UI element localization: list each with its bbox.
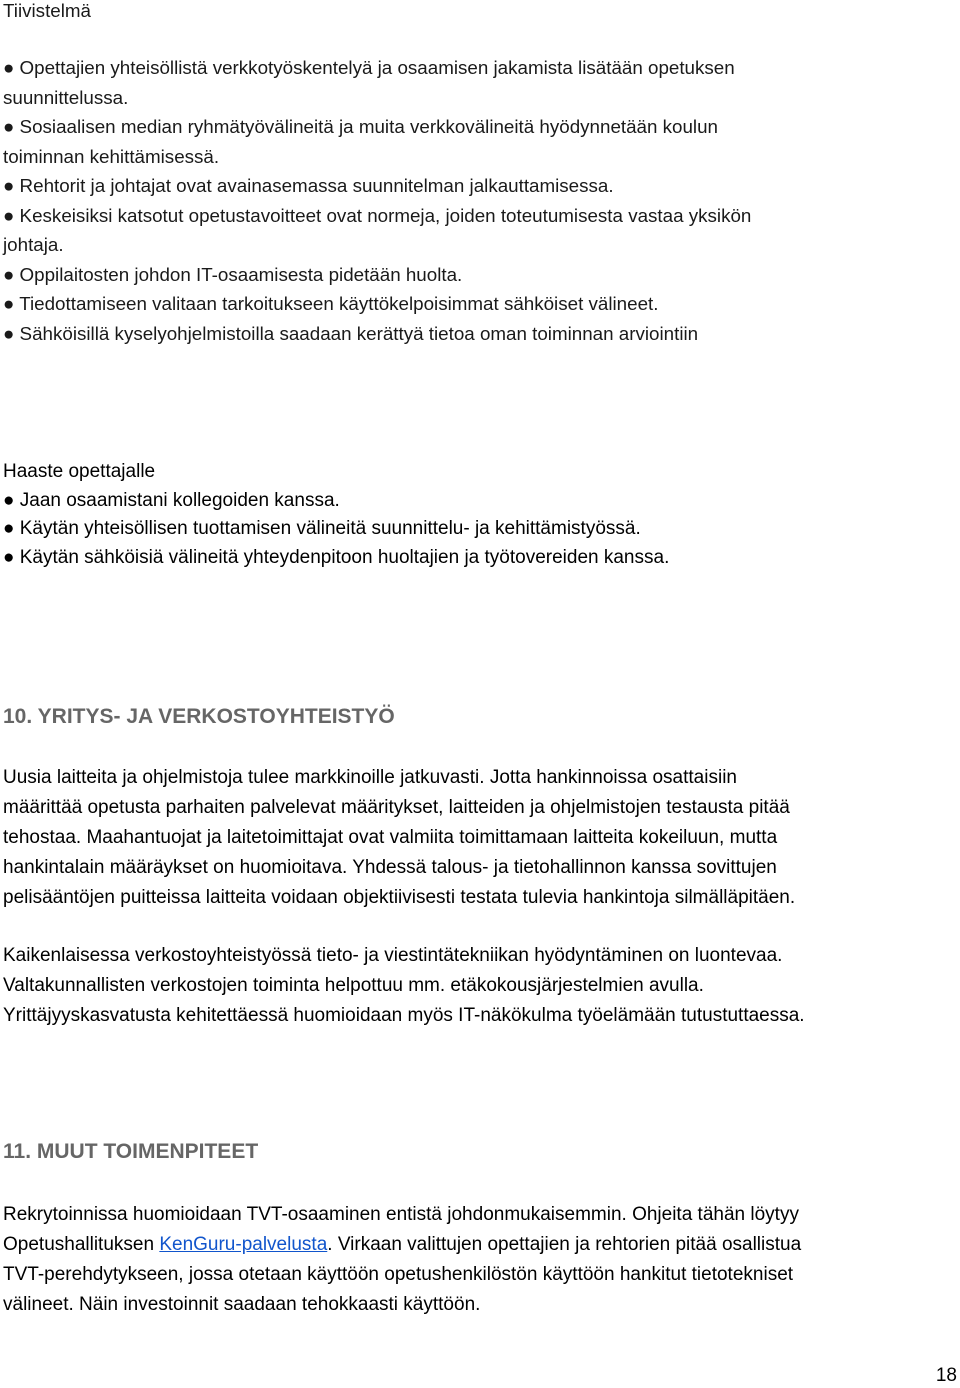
summary-list <box>3 53 751 348</box>
summary-title: Tiivistelmä <box>3 0 92 21</box>
paragraph-line: Yrittäjyyskasvatusta kehitettäessä huomioidaan myös IT-näkökulma työelämään tutustuttaessa. <box>3 1005 805 1026</box>
summary-line: johtaja. <box>3 234 64 255</box>
summary-line: ● Keskeisiksi katsotut opetustavoitteet ovat normeja, joiden toteutumisesta vastaa yksikön <box>3 204 752 226</box>
paragraph-text: Opetushallituksen <box>3 1234 160 1255</box>
challenge-item: ● Käytän yhteisöllisen tuottamisen välineitä suunnittelu- ja kehittämistyössä. <box>3 518 641 539</box>
challenge-item: ● Jaan osaamistani kollegoiden kanssa. <box>3 489 340 511</box>
kenguru-link[interactable]: KenGuru-palvelusta <box>159 1234 328 1255</box>
paragraph-line: Kaikenlaisessa verkostoyhteistyössä tieto- ja viestintätekniikan hyödyntäminen on luontevaa. <box>3 945 783 966</box>
summary-line: ● Sähköisillä kyselyohjelmistoilla saadaan kerättyä tietoa oman toiminnan arviointiin <box>3 322 699 344</box>
section-10-heading: 10. YRITYS- JA VERKOSTOYHTEISTYÖ <box>3 705 395 728</box>
challenge-list <box>3 458 669 572</box>
paragraph-line: Uusia laitteita ja ohjelmistoja tulee markkinoille jatkuvasti. Jotta hankinnoissa osattaisiin <box>3 767 737 788</box>
page-number: 18 <box>935 1365 957 1386</box>
paragraph-line: TVT-perehdytykseen, jossa otetaan käyttöön opetushenkilöstön käyttöön hankitut tietotekniset <box>3 1264 794 1285</box>
summary-line: ● Opettajien yhteisöllistä verkkotyöskentelyä ja osaamisen jakamista lisätään opetuksen <box>3 57 735 78</box>
section-11-heading: 11. MUUT TOIMENPITEET <box>3 1140 259 1163</box>
paragraph-line <box>3 1230 801 1260</box>
section-11-paragraph <box>3 1200 801 1320</box>
paragraph-text: . Virkaan valittujen opettajien ja rehtorien pitää osallistua <box>327 1234 802 1255</box>
summary-line: suunnittelussa. <box>3 86 129 108</box>
summary-line: ● Oppilaitosten johdon IT-osaamisesta pidetään huolta. <box>3 263 463 285</box>
challenge-title: Haaste opettajalle <box>3 461 156 482</box>
challenge-item: ● Käytän sähköisiä välineitä yhteydenpitoon huoltajien ja työtovereiden kanssa. <box>3 546 670 568</box>
summary-line: ● Sosiaalisen median ryhmätyövälineitä ja muita verkkovälineitä hyödynnetään koulun <box>3 116 718 137</box>
paragraph-line: määrittää opetusta parhaiten palvelevat määritykset, laitteiden ja ohjelmistojen testausta pitää <box>3 797 790 818</box>
paragraph-line: välineet. Näin investoinnit saadaan tehokkaasti käyttöön. <box>3 1294 481 1315</box>
summary-line: toiminnan kehittämisessä. <box>3 145 220 167</box>
section-10-paragraph-1 <box>3 763 795 913</box>
summary-line: ● Rehtorit ja johtajat ovat avainasemassa suunnitelman jalkauttamisessa. <box>3 175 614 196</box>
paragraph-line: Rekrytoinnissa huomioidaan TVT-osaaminen entistä johdonmukaisemmin. Ohjeita tähän löytyy <box>3 1204 799 1225</box>
paragraph-line: pelisääntöjen puitteissa laitteita voidaan objektiivisesti testata tulevia hankintoja silmälläpitäen. <box>3 887 796 908</box>
paragraph-line: hankintalain määräykset on huomioitava. Yhdessä talous- ja tietohallinnon kanssa sovittujen <box>3 857 777 878</box>
paragraph-line: tehostaa. Maahantuojat ja laitetoimittajat ovat valmiita toimittamaan laitteita kokeiluun, mutta <box>3 827 778 848</box>
paragraph-line: Valtakunnallisten verkostojen toiminta helpottuu mm. etäkokousjärjestelmien avulla. <box>3 975 704 996</box>
summary-line: ● Tiedottamiseen valitaan tarkoitukseen käyttökelpoisimmat sähköiset välineet. <box>3 293 659 314</box>
section-10-paragraph-2 <box>3 941 805 1031</box>
